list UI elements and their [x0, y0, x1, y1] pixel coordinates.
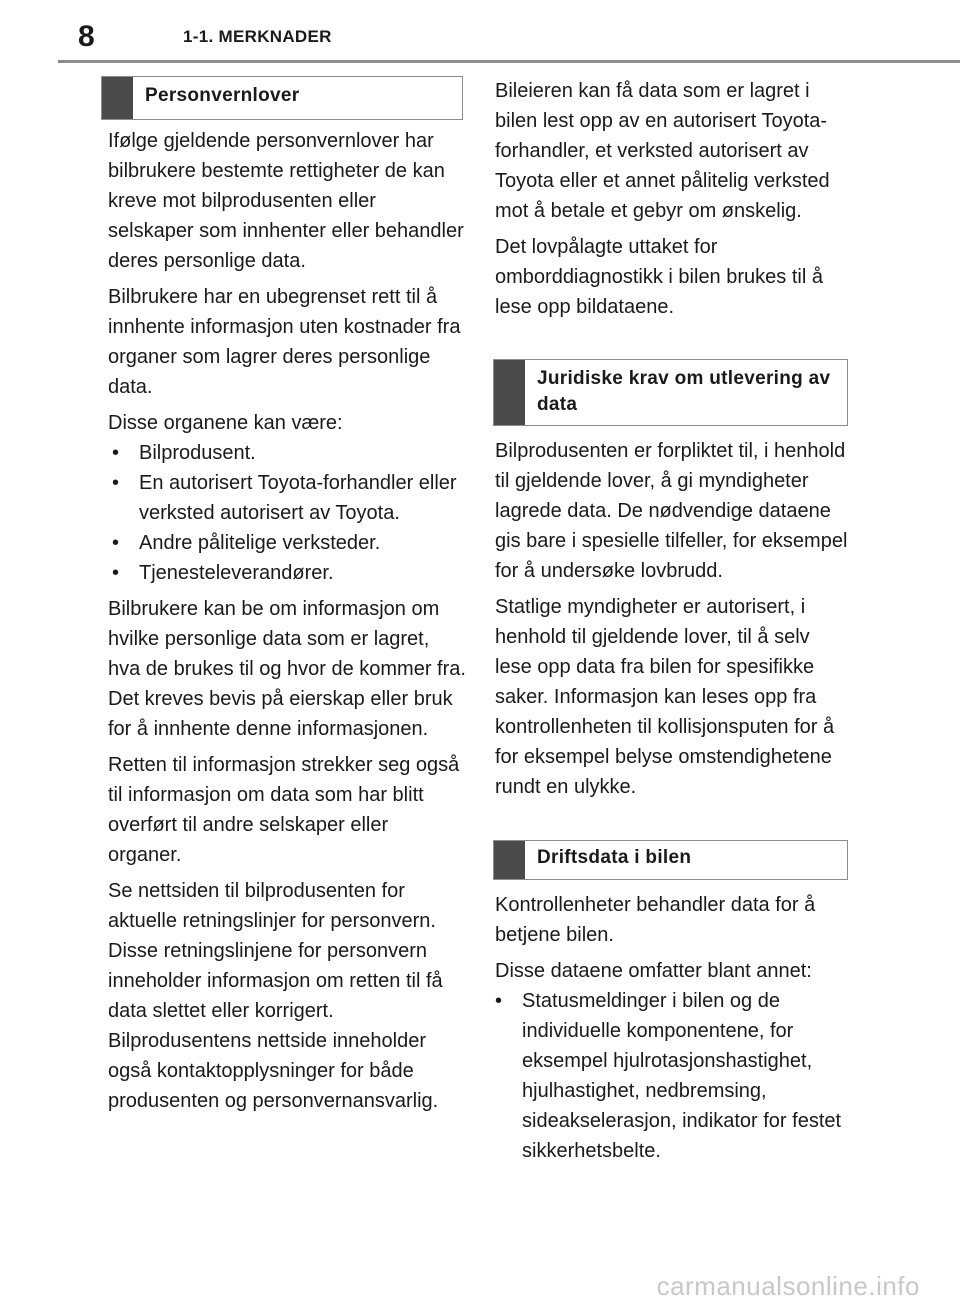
bullet-symbol: •: [112, 532, 120, 554]
header-divider: [58, 60, 960, 63]
paragraph: Disse dataene omfatter blant annet:: [495, 960, 812, 982]
section-heading: Juridiske krav om utlevering av data: [537, 368, 831, 415]
right-column: [493, 76, 848, 1172]
left-column: [101, 76, 467, 1122]
bullet-text: Tjenesteleverandører.: [139, 562, 334, 584]
bullet-text: Andre pålitelige verksteder.: [139, 532, 381, 554]
section-title: 1-1. MERKNADER: [183, 27, 332, 46]
bullet-list: [112, 438, 467, 588]
paragraph: Bilprodusenten er forpliktet til, i henhold til gjeldende lover, å gi myndigheter lagrede data. De nødvendige dataene gis bare i spesielle tilfeller, for eksempel for å undersøke lovbrudd.: [495, 440, 848, 582]
paragraph: Kontrollenheter behandler data for å betjene bilen.: [495, 894, 816, 946]
paragraph: Se nettsiden til bilprodusenten for aktuelle retningslinjer for personvern. Disse retningslinjene for personvern inneholder informasjon om retten til få data slettet eller korrigert. Bilprodusentens nettside inneholder også kontaktopplysninger for både produsenten og personvernansvarlig.: [108, 880, 443, 1112]
paragraph: Disse organene kan være:: [108, 412, 343, 434]
paragraph: Statlige myndigheter er autorisert, i henhold til gjeldende lover, til å selv lese opp data fra bilen for spesifikke saker. Informasjon kan leses opp fra kontrollenheten til kollisjonsputen for å for eksempel belyse omstendighetene rundt en ulykke.: [495, 596, 835, 798]
section-heading: Driftsdata i bilen: [537, 847, 692, 868]
bullet-item: [112, 468, 467, 528]
paragraph: Bilbrukere har en ubegrenset rett til å innhente informasjon uten kostnader fra organer som lagrer deres personlige data.: [108, 286, 461, 398]
page-number: 8: [78, 20, 95, 53]
bullet-symbol: •: [112, 442, 120, 464]
bullet-symbol: •: [112, 562, 120, 584]
heading-bar: [102, 77, 133, 119]
section-heading: Personvernlover: [145, 85, 300, 106]
watermark: carmanualsonline.info: [656, 1271, 920, 1301]
bullet-text: Bilprodusent.: [139, 442, 256, 464]
section-heading-box-personvernlover: [101, 76, 463, 120]
bullet-text: En autorisert Toyota-forhandler eller verksted autorisert av Toyota.: [139, 472, 457, 524]
paragraph: Bileieren kan få data som er lagret i bilen lest opp av en autorisert Toyota-forhandler, et verksted autorisert av Toyota eller et annet pålitelig verksted mot å betale et gebyr om ønskelig.: [495, 80, 830, 222]
bullet-symbol: •: [495, 990, 503, 1012]
heading-bar: [494, 841, 525, 879]
bullet-item: [112, 438, 467, 468]
section-heading-box-driftsdata: [493, 840, 848, 880]
paragraph: Ifølge gjeldende personvernlover har bilbrukere bestemte rettigheter de kan kreve mot bilprodusenten eller selskaper som innhenter eller behandler deres personlige data.: [108, 130, 464, 272]
bullet-text: Statusmeldinger i bilen og de individuelle komponentene, for eksempel hjulrotasjonshastighet, hjulhastighet, nedbremsing, sideakselerasjon, indikator for festet sikkerhetsbelte.: [522, 990, 842, 1162]
heading-bar: [494, 360, 525, 425]
bullet-item: [495, 986, 848, 1166]
bullet-symbol: •: [112, 472, 120, 494]
paragraph: Retten til informasjon strekker seg også til informasjon om data som har blitt overført til andre selskaper eller organer.: [108, 754, 460, 866]
bullet-item: [112, 558, 467, 588]
paragraph: Det lovpålagte uttaket for omborddiagnostikk i bilen brukes til å lese opp bildataene.: [495, 236, 823, 318]
bullet-list: [495, 986, 848, 1166]
section-heading-box-juridiske-krav: [493, 359, 848, 426]
bullet-item: [112, 528, 467, 558]
paragraph: Bilbrukere kan be om informasjon om hvilke personlige data som er lagret, hva de brukes til og hvor de kommer fra. Det kreves bevis på eierskap eller bruk for å innhente denne informasjonen.: [108, 598, 466, 740]
